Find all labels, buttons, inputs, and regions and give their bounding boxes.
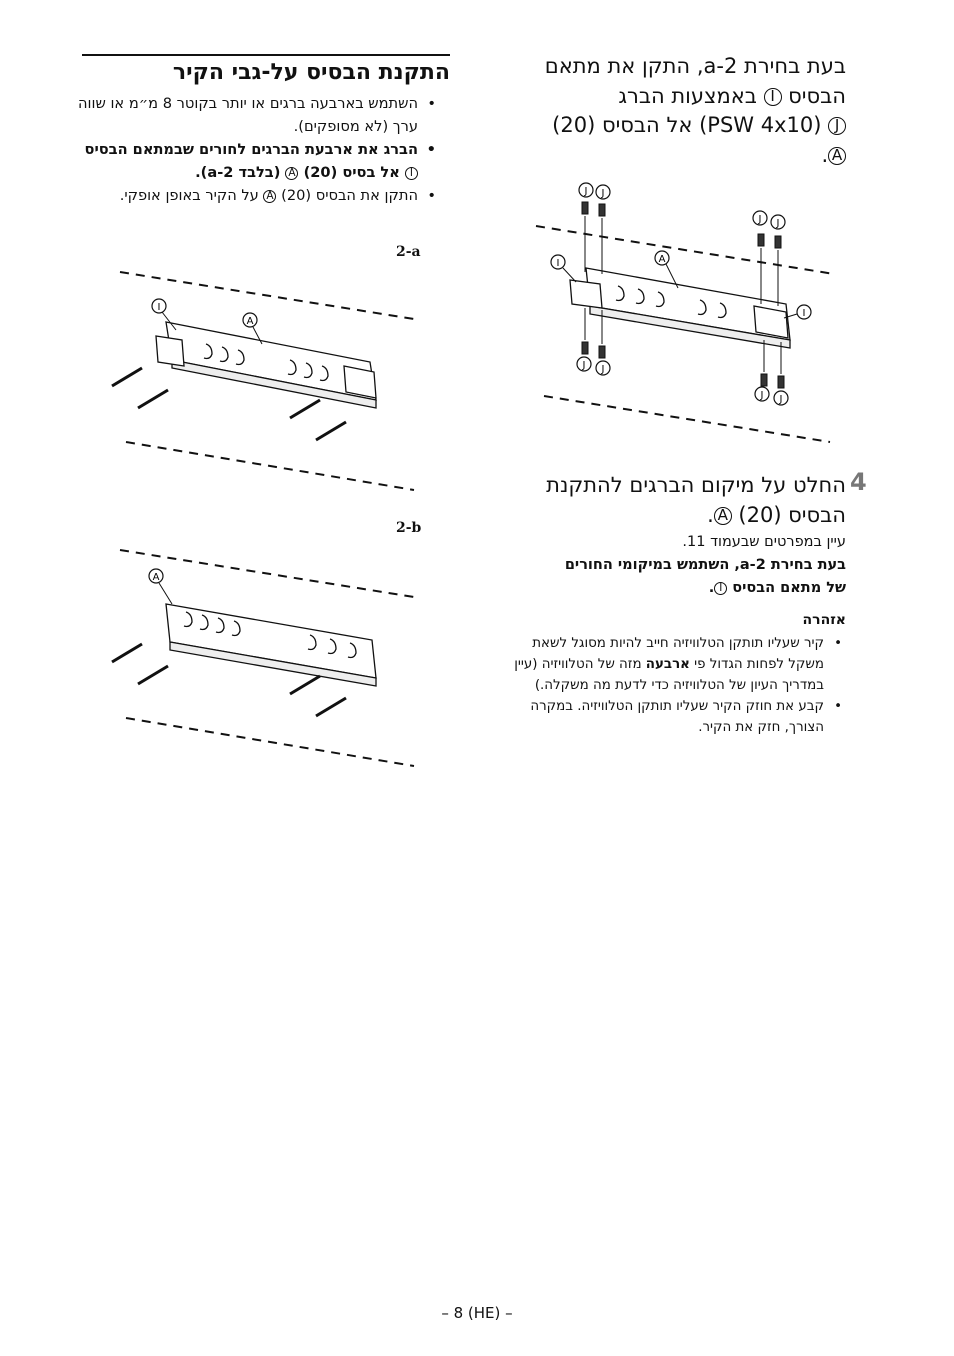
step-note-text: של מתאם הבסיס xyxy=(727,580,846,596)
warning-list xyxy=(510,633,846,738)
step-note xyxy=(480,531,846,600)
intro-line xyxy=(500,52,846,82)
step-title-line: החלט על מיקום הברגים להתקנת xyxy=(546,473,846,497)
bracket xyxy=(166,604,376,686)
warning-bold: ארבעה xyxy=(645,657,690,672)
warning-text: קבע את חוזק הקיר שעליו תותקן הטלוויזיה. במקרה הצורך, חזק את הקיר. xyxy=(530,699,824,735)
step-note-bold xyxy=(480,577,846,600)
step-note-bold: בעת בחירת 2-a, השתמש במיקומי החורים xyxy=(564,557,846,573)
bullet-adapter-screws xyxy=(70,138,436,184)
bullet-screws xyxy=(70,92,436,138)
wall-line-top xyxy=(536,226,834,274)
step-title-text: הבסיס (20) xyxy=(731,503,846,527)
svg-text:J: J xyxy=(758,214,762,225)
bullet-text: (בלבד 2-a). xyxy=(195,164,286,181)
callout-i-icon xyxy=(551,255,576,282)
wall-line-bottom xyxy=(126,718,414,766)
bullet-bold-text: הברג את ארבעת הברגים לחורים שבמתאם הבסיס xyxy=(84,141,418,158)
svg-text:A: A xyxy=(658,254,666,265)
figure-adapter-install xyxy=(530,178,840,448)
svg-text:I: I xyxy=(157,302,161,313)
callout-i-icon: I xyxy=(714,582,727,595)
callout-j-icon xyxy=(577,357,591,371)
section-rule xyxy=(82,54,450,56)
callout-j-icon xyxy=(774,391,788,405)
intro-text: בעת בחירת 2-a, התקן את מתאם xyxy=(544,54,846,78)
section-title: התקנת הבסיס על-גבי הקיר xyxy=(172,60,450,85)
bullet-text: אל בסיס (20) xyxy=(298,164,405,181)
svg-text:J: J xyxy=(601,188,605,199)
step-note-plain: עיין במפרטים שבעמוד 11. xyxy=(682,534,846,550)
callout-j-icon: J xyxy=(828,117,846,135)
bullet-text: על הקיר באופן אופקי. xyxy=(119,187,264,204)
step-number: 4 xyxy=(850,468,867,496)
intro-line xyxy=(500,82,846,112)
intro-text: הבסיס xyxy=(781,83,846,108)
callout-a-icon: A xyxy=(285,167,298,180)
wall-line-bottom xyxy=(544,396,830,442)
wall-line-top xyxy=(120,272,420,320)
bracket xyxy=(156,322,376,408)
mounting-bullets xyxy=(70,92,436,207)
callout-i-icon xyxy=(784,305,811,319)
warning-text: קיר שעליו תותקן הטלוויזיה חייב להיות מסוגל לשאת משקל לפחות הגדול פי xyxy=(532,636,824,672)
svg-text:J: J xyxy=(582,360,586,371)
callout-i-icon: I xyxy=(764,88,782,106)
wall-line-bottom xyxy=(126,442,414,490)
step-title-text: . xyxy=(707,503,714,527)
svg-text:J: J xyxy=(760,390,764,401)
figure-2a xyxy=(100,262,430,502)
callout-j-icon xyxy=(596,185,610,199)
bullet-horizontal xyxy=(70,184,436,207)
callout-i-icon: I xyxy=(405,167,418,180)
callout-j-icon xyxy=(579,183,593,197)
step-3-instructions xyxy=(500,52,846,170)
callout-j-icon xyxy=(753,211,767,225)
callout-a-icon xyxy=(149,569,172,604)
svg-text:J: J xyxy=(601,364,605,375)
wall-line-top xyxy=(120,550,420,598)
bracket xyxy=(570,268,790,348)
svg-text:A: A xyxy=(246,316,254,327)
intro-text: (PSW 4x10) אל הבסיס (20) xyxy=(552,113,829,137)
figure-2b xyxy=(100,540,430,780)
svg-text:J: J xyxy=(776,218,780,229)
svg-text:I: I xyxy=(556,258,560,269)
step-note-text: . xyxy=(708,580,715,596)
intro-line xyxy=(500,111,846,141)
bullet-text: התקן את הבסיס (20) xyxy=(276,187,418,204)
callout-j-icon xyxy=(596,361,610,375)
intro-line xyxy=(500,141,846,171)
warning-item xyxy=(510,633,846,696)
figure-label-2a: 2-a xyxy=(396,244,421,260)
callout-a-icon: A xyxy=(263,190,276,203)
page-number: – 8 (HE) – xyxy=(441,1304,513,1322)
svg-text:A: A xyxy=(152,572,160,583)
svg-text:I: I xyxy=(802,308,806,319)
warning-item xyxy=(510,696,846,738)
intro-text: . xyxy=(821,142,829,167)
svg-text:J: J xyxy=(779,394,783,405)
step-title xyxy=(500,470,846,530)
callout-i-icon xyxy=(152,299,176,330)
bullet-text: השתמש בארבעה ברגים או יותר בקוטר 8 מ״מ או שווה ערך (לא מסופקים). xyxy=(77,95,418,135)
warning-text: מזה של הטלוויזיה (עיין במדריך העיון של הטלוויזיה כדי לדעת מה משקלה.) xyxy=(514,657,824,693)
callout-a-icon: A xyxy=(828,147,846,165)
callout-j-icon xyxy=(755,387,769,401)
step-title-line xyxy=(500,500,846,530)
warning-title: אזהרה xyxy=(802,612,846,628)
svg-text:J: J xyxy=(584,186,588,197)
intro-text: באמצעות הברג xyxy=(618,83,764,108)
figure-label-2b: 2-b xyxy=(396,520,422,536)
callout-a-icon: A xyxy=(714,507,732,525)
callout-j-icon xyxy=(771,215,785,229)
